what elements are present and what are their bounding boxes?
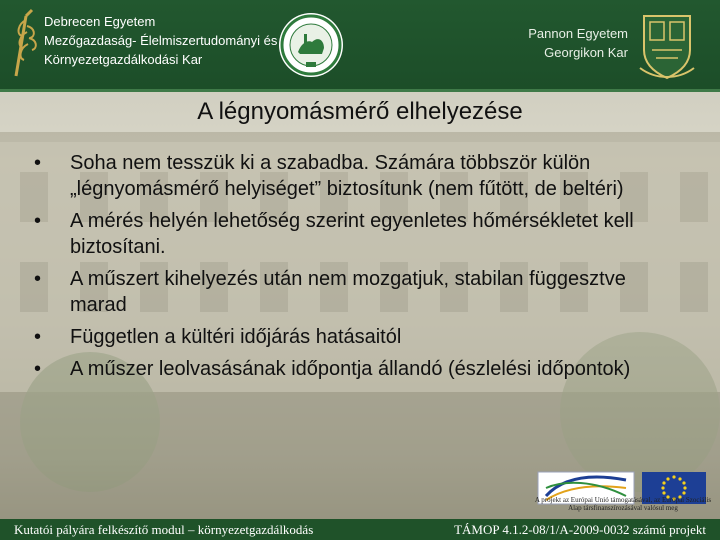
list-item: [28, 356, 668, 382]
right-institution-line-2: Georgikon Kar: [544, 45, 628, 60]
footer-bar: [0, 519, 720, 540]
bullet-icon: •: [34, 358, 42, 380]
left-institution-line-2: Mezőgazdaság- Élelmiszertudományi és: [44, 33, 278, 48]
university-emblem-icon: [8, 6, 42, 82]
bullet-text: A mérés helyén lehetőség szerint egyenletes hőmérsékletet kell biztosítani.: [70, 210, 634, 258]
footer-module-text: Kutatói pályára felkészítő modul – környezetgazdálkodás: [14, 522, 314, 537]
bullet-text: Független a kültéri időjárás hatásaitól: [70, 326, 402, 348]
list-item: [28, 150, 668, 202]
bullet-text: A műszer leolvasásának időpontja állandó (észlelési időpontok): [70, 358, 631, 380]
bullet-text: Soha nem tesszük ki a szabadba. Számára többször külön „légnyomásmérő helyiséget” biztosítunk (nem fűtött, de beltéri): [70, 152, 624, 200]
bullet-icon: •: [34, 268, 42, 290]
footer-project-text: TÁMOP 4.1.2-08/1/A-2009-0032 számú projekt: [454, 522, 706, 537]
left-institution-line-1: Debrecen Egyetem: [44, 14, 156, 29]
list-item: [28, 208, 668, 260]
left-institution-name: [44, 12, 277, 69]
right-institution-line-1: Pannon Egyetem: [528, 26, 628, 41]
faculty-seal-icon: [278, 12, 344, 78]
bullet-icon: •: [34, 152, 42, 174]
bullet-icon: •: [34, 210, 42, 232]
left-institution-line-3: Környezetgazdálkodási Kar: [44, 52, 203, 67]
list-item: [28, 266, 668, 318]
bullet-text: A műszert kihelyezés után nem mozgatjuk, stabilan függesztve marad: [70, 268, 626, 316]
list-item: [28, 324, 668, 350]
header-bar: [0, 0, 720, 92]
eu-support-caption: A projekt az Európai Unió támogatásával, az Európai Szociális Alap társfinanszírozásával valósul meg: [534, 496, 712, 512]
header-separator: [0, 89, 720, 92]
bullet-icon: •: [34, 326, 42, 348]
bullet-list: [28, 150, 668, 388]
university-crest-icon: [636, 10, 698, 82]
slide-title: A légnyomásmérő elhelyezése: [197, 98, 523, 125]
right-institution-name: [528, 24, 628, 62]
